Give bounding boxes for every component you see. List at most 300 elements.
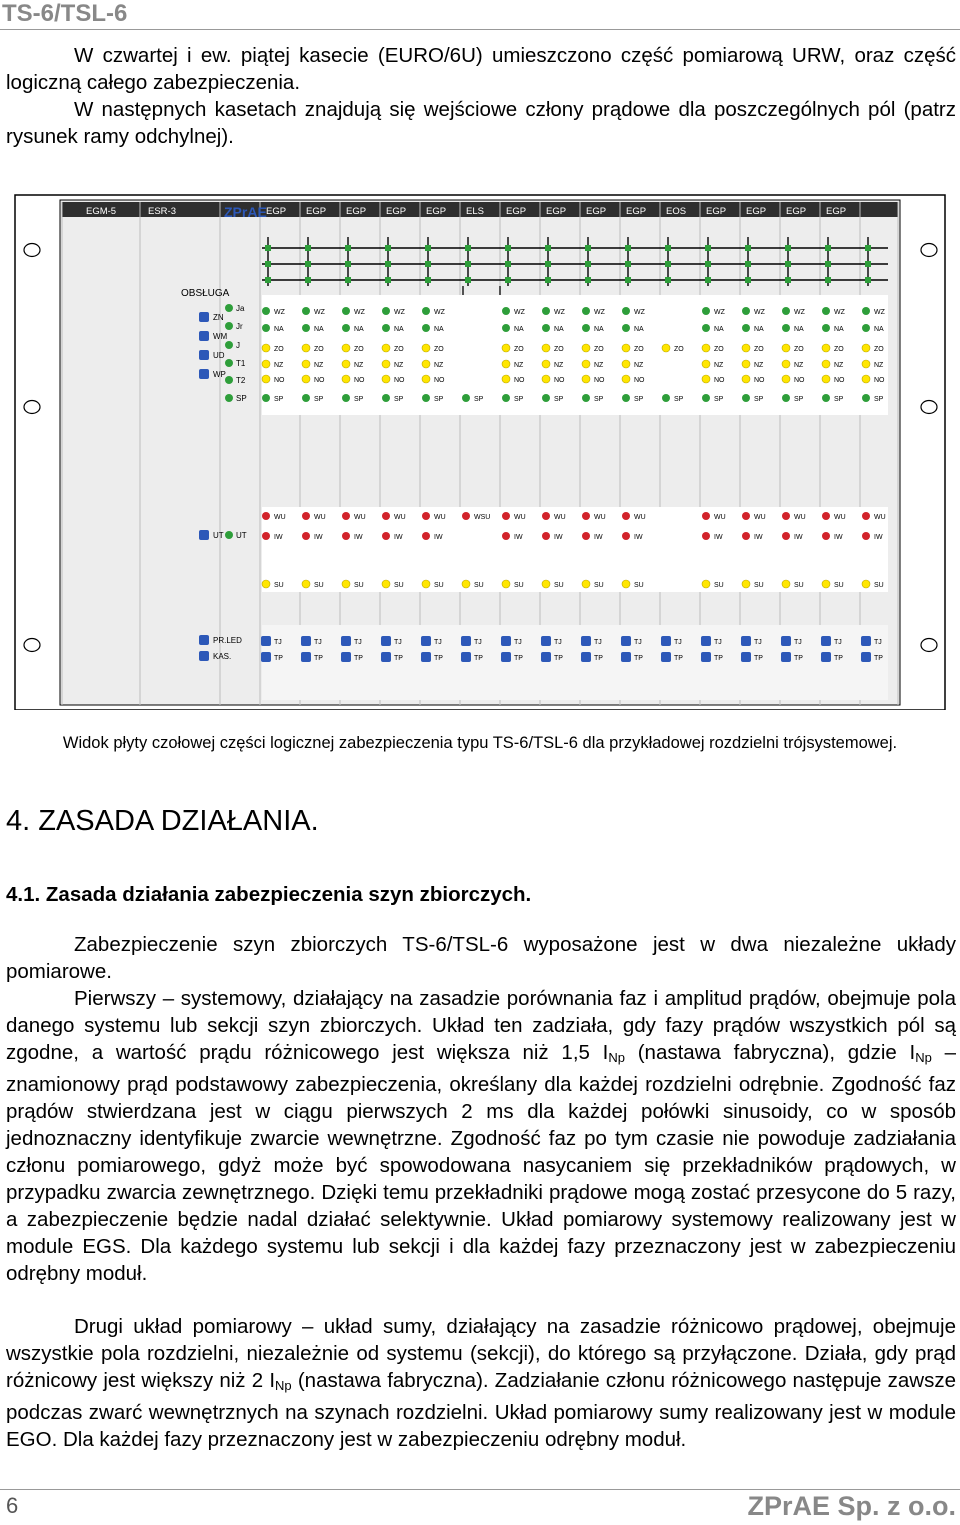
su-led	[462, 580, 470, 588]
nz-led	[502, 360, 510, 368]
logo-text: ZPrAE	[224, 204, 267, 220]
switch-indicator	[865, 261, 871, 267]
switch-indicator	[265, 261, 271, 267]
operator-button-label: ZN	[213, 313, 224, 322]
zo-label: ZO	[394, 346, 404, 353]
section-number: 4.	[6, 805, 31, 837]
na-led	[262, 324, 270, 332]
na-label: NA	[634, 326, 644, 333]
nz-led	[382, 360, 390, 368]
tj-label: TJ	[474, 639, 482, 646]
tj-label: TJ	[794, 639, 802, 646]
su-led	[422, 580, 430, 588]
intro-text-1: W czwartej i ew. piątej kasecie (EURO/6U) umieszczono część pomiarową URW, oraz część logiczną całego zabezpieczenia.	[6, 44, 956, 94]
footer-brand: ZPrAE Sp. z o.o.	[747, 1491, 956, 1521]
module-label: EGP	[426, 206, 447, 217]
tp-button	[461, 652, 471, 662]
status-led-label: J	[236, 341, 240, 350]
switch-indicator	[465, 277, 471, 283]
wu-label: WSU	[474, 514, 491, 521]
na-led	[342, 324, 350, 332]
zo-led	[302, 344, 310, 352]
tp-label: TP	[834, 655, 843, 662]
switch-indicator	[825, 277, 831, 283]
zo-led	[502, 344, 510, 352]
na-label: NA	[754, 326, 764, 333]
na-led	[382, 324, 390, 332]
tp-button	[381, 652, 391, 662]
nz-label: NZ	[634, 362, 644, 369]
nz-led	[422, 360, 430, 368]
sp-label: SP	[834, 396, 844, 403]
no-label: NO	[834, 377, 845, 384]
wz-led	[422, 307, 430, 315]
no-led	[342, 375, 350, 383]
sp-label: SP	[714, 396, 724, 403]
body-text-1: Zabezpieczenie szyn zbiorczych TS-6/TSL-6 wyposażone jest w dwa niezależne układy pomiarowe.	[6, 933, 956, 983]
sp-label: SP	[394, 396, 404, 403]
na-label: NA	[794, 326, 804, 333]
tp-label: TP	[754, 655, 763, 662]
wu-label: WU	[874, 514, 886, 521]
zo-label: ZO	[794, 346, 804, 353]
tj-label: TJ	[674, 639, 682, 646]
zo-led	[662, 344, 670, 352]
iw-led	[302, 532, 310, 540]
su-label: SU	[594, 582, 604, 589]
iw-led	[542, 532, 550, 540]
sp-led	[302, 394, 310, 402]
switch-indicator	[545, 245, 551, 251]
tp-label: TP	[514, 655, 523, 662]
zo-label: ZO	[834, 346, 844, 353]
wz-label: WZ	[594, 309, 605, 316]
iw-label: IW	[634, 534, 643, 541]
wu-led	[342, 512, 350, 520]
na-label: NA	[594, 326, 604, 333]
mounting-hole	[921, 401, 937, 414]
module-label: ELS	[466, 206, 484, 217]
module-label: EGP	[346, 206, 367, 217]
sp-led	[662, 394, 670, 402]
test-button	[199, 530, 209, 540]
tj-label: TJ	[394, 639, 402, 646]
page-footer	[0, 1485, 960, 1525]
wu-label: WU	[514, 514, 526, 521]
no-label: NO	[274, 377, 285, 384]
tj-label: TJ	[274, 639, 282, 646]
figure-caption: Widok płyty czołowej części logicznej zabezpieczenia typu TS-6/TSL-6 dla przykładowej rozdzielni trójsystemowej.	[62, 734, 898, 752]
page-number: 6	[6, 1493, 19, 1518]
zo-label: ZO	[314, 346, 324, 353]
tp-button	[261, 652, 271, 662]
zo-led	[782, 344, 790, 352]
sp-label: SP	[754, 396, 764, 403]
su-label: SU	[314, 582, 324, 589]
na-label: NA	[394, 326, 404, 333]
switch-indicator	[585, 277, 591, 283]
module-label: EGP	[306, 206, 327, 217]
wu-label: WU	[274, 514, 286, 521]
su-led	[382, 580, 390, 588]
status-led	[225, 359, 233, 367]
sp-label: SP	[354, 396, 364, 403]
switch-indicator	[505, 261, 511, 267]
nz-led	[262, 360, 270, 368]
na-label: NA	[834, 326, 844, 333]
status-led-label: Ja	[236, 304, 245, 313]
wz-led	[742, 307, 750, 315]
service-button-label: PR.LED	[213, 636, 242, 645]
wz-led	[382, 307, 390, 315]
tp-label: TP	[594, 655, 603, 662]
status-led-label: Jr	[236, 322, 243, 331]
wu-label: WU	[354, 514, 366, 521]
nz-led	[862, 360, 870, 368]
no-led	[502, 375, 510, 383]
subscript-np: Np	[275, 1378, 292, 1393]
su-led	[302, 580, 310, 588]
wz-label: WZ	[314, 309, 325, 316]
nz-led	[702, 360, 710, 368]
tj-label: TJ	[754, 639, 762, 646]
su-label: SU	[714, 582, 724, 589]
operator-button	[199, 369, 209, 379]
body-text-3a: Drugi układ pomiarowy – układ sumy, działający na zasadzie różnicowo prądowej, obejmuje wszystkie pola rozdzielni, niezależnie od systemu (sekcji), do którego są przyłączone. Działa, gdy prąd różnicowy jest większy niż 2 I	[6, 1315, 956, 1392]
iw-label: IW	[514, 534, 523, 541]
sp-led	[342, 394, 350, 402]
na-led	[542, 324, 550, 332]
module-label: EGP	[626, 206, 647, 217]
no-led	[582, 375, 590, 383]
status-led	[225, 322, 233, 330]
switch-indicator	[425, 261, 431, 267]
nz-label: NZ	[794, 362, 804, 369]
tj-label: TJ	[634, 639, 642, 646]
su-led	[862, 580, 870, 588]
no-led	[382, 375, 390, 383]
tp-label: TP	[394, 655, 403, 662]
zo-label: ZO	[434, 346, 444, 353]
switch-indicator	[305, 261, 311, 267]
sp-label: SP	[634, 396, 644, 403]
nz-label: NZ	[754, 362, 764, 369]
no-label: NO	[434, 377, 445, 384]
zo-label: ZO	[714, 346, 724, 353]
operator-button-label: WM	[213, 332, 228, 341]
tp-button	[741, 652, 751, 662]
nz-label: NZ	[314, 362, 324, 369]
iw-led	[702, 532, 710, 540]
switch-indicator	[385, 245, 391, 251]
tj-label: TJ	[594, 639, 602, 646]
wu-led	[462, 512, 470, 520]
module-label: EGP	[706, 206, 727, 217]
nz-label: NZ	[554, 362, 564, 369]
tp-button	[301, 652, 311, 662]
nz-label: NZ	[594, 362, 604, 369]
zo-led	[822, 344, 830, 352]
sp-led	[582, 394, 590, 402]
module-label: EGP	[266, 206, 287, 217]
switch-indicator	[305, 277, 311, 283]
tp-button	[341, 652, 351, 662]
module-label: EGP	[826, 206, 847, 217]
operator-button-label: WP	[213, 370, 226, 379]
subscript-np: Np	[915, 1050, 932, 1065]
zo-led	[262, 344, 270, 352]
su-label: SU	[634, 582, 644, 589]
tj-label: TJ	[874, 639, 882, 646]
tj-label: TJ	[554, 639, 562, 646]
tj-button	[261, 636, 271, 646]
switch-indicator	[785, 277, 791, 283]
wz-led	[702, 307, 710, 315]
wz-label: WZ	[834, 309, 845, 316]
wu-led	[262, 512, 270, 520]
obsluga-label: OBSŁUGA	[181, 288, 230, 299]
status-led	[225, 376, 233, 384]
tj-button	[621, 636, 631, 646]
tj-button	[381, 636, 391, 646]
na-label: NA	[714, 326, 724, 333]
wz-label: WZ	[714, 309, 725, 316]
sp-led	[622, 394, 630, 402]
operator-button	[199, 350, 209, 360]
sp-led	[822, 394, 830, 402]
nz-led	[342, 360, 350, 368]
na-led	[782, 324, 790, 332]
nz-label: NZ	[394, 362, 404, 369]
su-label: SU	[794, 582, 804, 589]
su-label: SU	[554, 582, 564, 589]
nz-led	[742, 360, 750, 368]
tp-label: TP	[714, 655, 723, 662]
zo-label: ZO	[674, 346, 684, 353]
su-led	[782, 580, 790, 588]
iw-label: IW	[314, 534, 323, 541]
body-text-2c: – znamionowy prąd podstawowy zabezpieczenia, określany dla każdej rozdzielni odrębnie. Zgodność faz prądów stwierdzana jest w ciągu pierwszych 2 ms dla każdej połówki sinusoidy, co w sposób jednoznaczny identyfikuje zwarcie wewnętrzne. Zgodność faz po tym czasie nie powoduje zadziałania członu pomiarowego, gdyż może być spowodowana nasycaniem się przekładników prądowych, w przypadku zwarcia zewnętrznego. Dzięki temu przekładniki prądowe mogą zostać przesycone do 5 razy, a zabezpieczenie będzie nadal działać selektywnie. Układ pomiarowy systemowy realizowany jest w module EGS. Dla każdego systemu lub sekcji i dla każdej fazy przeznaczony jest w zabezpieczeniu odrębny moduł.	[6, 1041, 956, 1285]
iw-led	[582, 532, 590, 540]
tj-label: TJ	[434, 639, 442, 646]
tp-label: TP	[674, 655, 683, 662]
status-led	[225, 304, 233, 312]
sp-label: SP	[274, 396, 284, 403]
sp-led	[502, 394, 510, 402]
module-label: EGP	[386, 206, 407, 217]
subscript-np: Np	[608, 1050, 625, 1065]
switch-indicator	[625, 261, 631, 267]
wu-led	[822, 512, 830, 520]
wu-label: WU	[554, 514, 566, 521]
switch-indicator	[705, 261, 711, 267]
iw-label: IW	[834, 534, 843, 541]
tp-button	[621, 652, 631, 662]
sp-led	[462, 394, 470, 402]
zo-label: ZO	[554, 346, 564, 353]
switch-indicator	[385, 261, 391, 267]
section-heading	[6, 805, 319, 838]
iw-led	[782, 532, 790, 540]
tj-label: TJ	[514, 639, 522, 646]
wu-led	[862, 512, 870, 520]
zo-led	[542, 344, 550, 352]
sp-led	[262, 394, 270, 402]
nz-led	[582, 360, 590, 368]
switch-indicator	[585, 261, 591, 267]
service-button	[199, 635, 209, 645]
nz-label: NZ	[874, 362, 884, 369]
intro-paragraph-2	[6, 96, 956, 150]
wu-led	[302, 512, 310, 520]
wz-led	[342, 307, 350, 315]
body-text-2a: Pierwszy – systemowy, działający na zasadzie porównania faz i amplitud prądów, obejmuje pola danego systemu lub sekcji szyn zbiorczych. Układ ten zadziała, gdy fazy prądów wszystkich pól są zgodne, a wartość prądu różnicowego jest większa niż 1,5 I	[6, 987, 956, 1064]
wz-label: WZ	[554, 309, 565, 316]
page-header	[0, 0, 960, 30]
tp-label: TP	[274, 655, 283, 662]
zo-led	[742, 344, 750, 352]
sp-label: SP	[674, 396, 684, 403]
switch-indicator	[625, 277, 631, 283]
wu-led	[702, 512, 710, 520]
tj-button	[701, 636, 711, 646]
iw-led	[822, 532, 830, 540]
tj-button	[781, 636, 791, 646]
zo-label: ZO	[274, 346, 284, 353]
su-led	[262, 580, 270, 588]
module-label: EGP	[786, 206, 807, 217]
na-led	[422, 324, 430, 332]
zo-label: ZO	[874, 346, 884, 353]
wu-led	[382, 512, 390, 520]
sp-label: SP	[594, 396, 604, 403]
tj-button	[741, 636, 751, 646]
sp-label: SP	[434, 396, 444, 403]
switch-indicator	[865, 277, 871, 283]
wu-label: WU	[834, 514, 846, 521]
switch-indicator	[665, 245, 671, 251]
nz-label: NZ	[834, 362, 844, 369]
su-led	[622, 580, 630, 588]
wu-label: WU	[434, 514, 446, 521]
na-label: NA	[514, 326, 524, 333]
sp-led	[422, 394, 430, 402]
su-led	[742, 580, 750, 588]
zo-label: ZO	[754, 346, 764, 353]
wu-label: WU	[314, 514, 326, 521]
iw-label: IW	[434, 534, 443, 541]
na-led	[622, 324, 630, 332]
tp-button	[421, 652, 431, 662]
sp-led	[782, 394, 790, 402]
tj-button	[661, 636, 671, 646]
tp-label: TP	[434, 655, 443, 662]
na-label: NA	[874, 326, 884, 333]
tp-button	[541, 652, 551, 662]
na-label: NA	[274, 326, 284, 333]
no-led	[862, 375, 870, 383]
wu-label: WU	[594, 514, 606, 521]
no-label: NO	[714, 377, 725, 384]
sp-led	[382, 394, 390, 402]
wz-led	[262, 307, 270, 315]
no-label: NO	[514, 377, 525, 384]
wz-led	[542, 307, 550, 315]
no-label: NO	[874, 377, 885, 384]
module-label: EGM-5	[86, 206, 117, 217]
su-label: SU	[434, 582, 444, 589]
module-label: EGP	[586, 206, 607, 217]
na-label: NA	[354, 326, 364, 333]
wu-led	[742, 512, 750, 520]
tp-button	[701, 652, 711, 662]
switch-indicator	[705, 245, 711, 251]
status-led	[225, 341, 233, 349]
test-button-label: UT	[213, 531, 224, 540]
su-label: SU	[274, 582, 284, 589]
zo-led	[422, 344, 430, 352]
no-led	[622, 375, 630, 383]
tp-label: TP	[794, 655, 803, 662]
section-title: ZASADA DZIAŁANIA.	[38, 805, 319, 837]
front-panel-drawing	[0, 185, 960, 710]
tj-label: TJ	[314, 639, 322, 646]
switch-indicator	[425, 245, 431, 251]
tp-label: TP	[634, 655, 643, 662]
sp-led	[862, 394, 870, 402]
sp-led	[742, 394, 750, 402]
sp-led	[542, 394, 550, 402]
iw-led	[502, 532, 510, 540]
header-title: TS-6/TSL-6	[2, 0, 128, 27]
switch-indicator	[345, 245, 351, 251]
wz-label: WZ	[274, 309, 285, 316]
switch-indicator	[345, 261, 351, 267]
tp-label: TP	[474, 655, 483, 662]
iw-label: IW	[714, 534, 723, 541]
nz-led	[782, 360, 790, 368]
wz-led	[862, 307, 870, 315]
switch-indicator	[665, 261, 671, 267]
mounting-hole	[24, 244, 40, 257]
wz-led	[302, 307, 310, 315]
service-button	[199, 651, 209, 661]
tj-label: TJ	[714, 639, 722, 646]
zo-label: ZO	[594, 346, 604, 353]
iw-label: IW	[554, 534, 563, 541]
na-led	[702, 324, 710, 332]
body-text-2b: (nastawa fabryczna), gdzie I	[624, 1041, 916, 1064]
tp-label: TP	[354, 655, 363, 662]
tj-button	[501, 636, 511, 646]
no-led	[822, 375, 830, 383]
sp-label: SP	[874, 396, 884, 403]
zo-led	[702, 344, 710, 352]
su-label: SU	[834, 582, 844, 589]
tp-button	[581, 652, 591, 662]
iw-led	[742, 532, 750, 540]
no-label: NO	[794, 377, 805, 384]
wu-led	[582, 512, 590, 520]
test-led	[225, 531, 233, 539]
status-led-label: T1	[236, 359, 246, 368]
mounting-hole	[24, 639, 40, 652]
wz-label: WZ	[874, 309, 885, 316]
no-led	[542, 375, 550, 383]
switch-indicator	[785, 245, 791, 251]
wz-led	[582, 307, 590, 315]
no-led	[262, 375, 270, 383]
